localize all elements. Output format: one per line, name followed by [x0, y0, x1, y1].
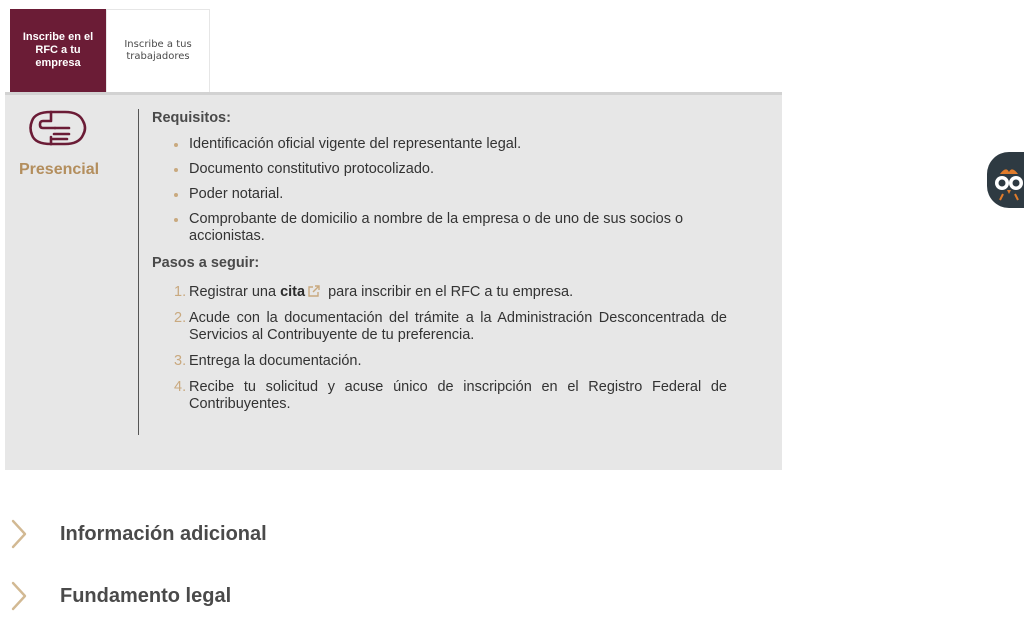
handshake-icon	[27, 109, 89, 147]
column-divider	[138, 109, 139, 435]
step-text: Acude con la documentación del trámite a la Administración Desconcentrada de Servicios al Contribuyente de tu preferencia.	[189, 310, 727, 343]
step-number: 3.	[174, 353, 187, 369]
panel-content	[152, 110, 727, 422]
mode-label: Presencial	[19, 161, 100, 178]
steps-list	[152, 284, 727, 413]
list-item	[174, 310, 727, 344]
list-item	[174, 284, 727, 301]
tab-label: Inscribe en el RFC a tu empresa	[22, 31, 94, 69]
step-number: 4.	[174, 379, 187, 395]
assistant-widget[interactable]	[987, 152, 1024, 208]
tab-label: Inscribe a tus trabajadores	[124, 39, 192, 62]
cita-link[interactable]: cita	[280, 284, 306, 300]
accordion-label: Fundamento legal	[60, 584, 232, 607]
external-link-icon[interactable]	[307, 284, 321, 298]
tab-bar	[10, 9, 210, 92]
step-text-pre: Registrar una	[189, 284, 281, 300]
list-item	[174, 379, 727, 413]
step-text: Recibe tu solicitud y acuse único de inscripción en el Registro Federal de Contribuyentes.	[189, 379, 727, 412]
accordion-label: Información adicional	[60, 522, 267, 545]
tab-inscribe-trabajadores[interactable]	[106, 9, 210, 92]
requirements-list	[152, 136, 727, 245]
tab-inscribe-empresa[interactable]	[10, 9, 106, 92]
chevron-right-icon	[10, 519, 28, 549]
chevron-right-icon	[10, 581, 28, 611]
accordion-fundamento-legal[interactable]	[10, 581, 231, 611]
step-text-post: para inscribir en el RFC a tu empresa.	[324, 284, 574, 300]
list-item: Documento constitutivo protocolizado.	[174, 161, 727, 178]
list-item	[174, 353, 727, 370]
accordion-informacion-adicional[interactable]	[10, 519, 267, 549]
step-number: 2.	[174, 310, 187, 326]
tab-panel	[5, 92, 782, 470]
mode-column	[5, 95, 139, 470]
list-item: Poder notarial.	[174, 186, 727, 203]
step-number: 1.	[174, 284, 187, 300]
owl-icon	[987, 152, 1024, 208]
list-item: Identificación oficial vigente del representante legal.	[174, 136, 727, 153]
list-item: Comprobante de domicilio a nombre de la empresa o de uno de sus socios o accionistas.	[174, 211, 727, 245]
requirements-title: Requisitos:	[152, 110, 231, 126]
steps-title: Pasos a seguir:	[152, 255, 260, 271]
step-text: Entrega la documentación.	[189, 353, 362, 369]
